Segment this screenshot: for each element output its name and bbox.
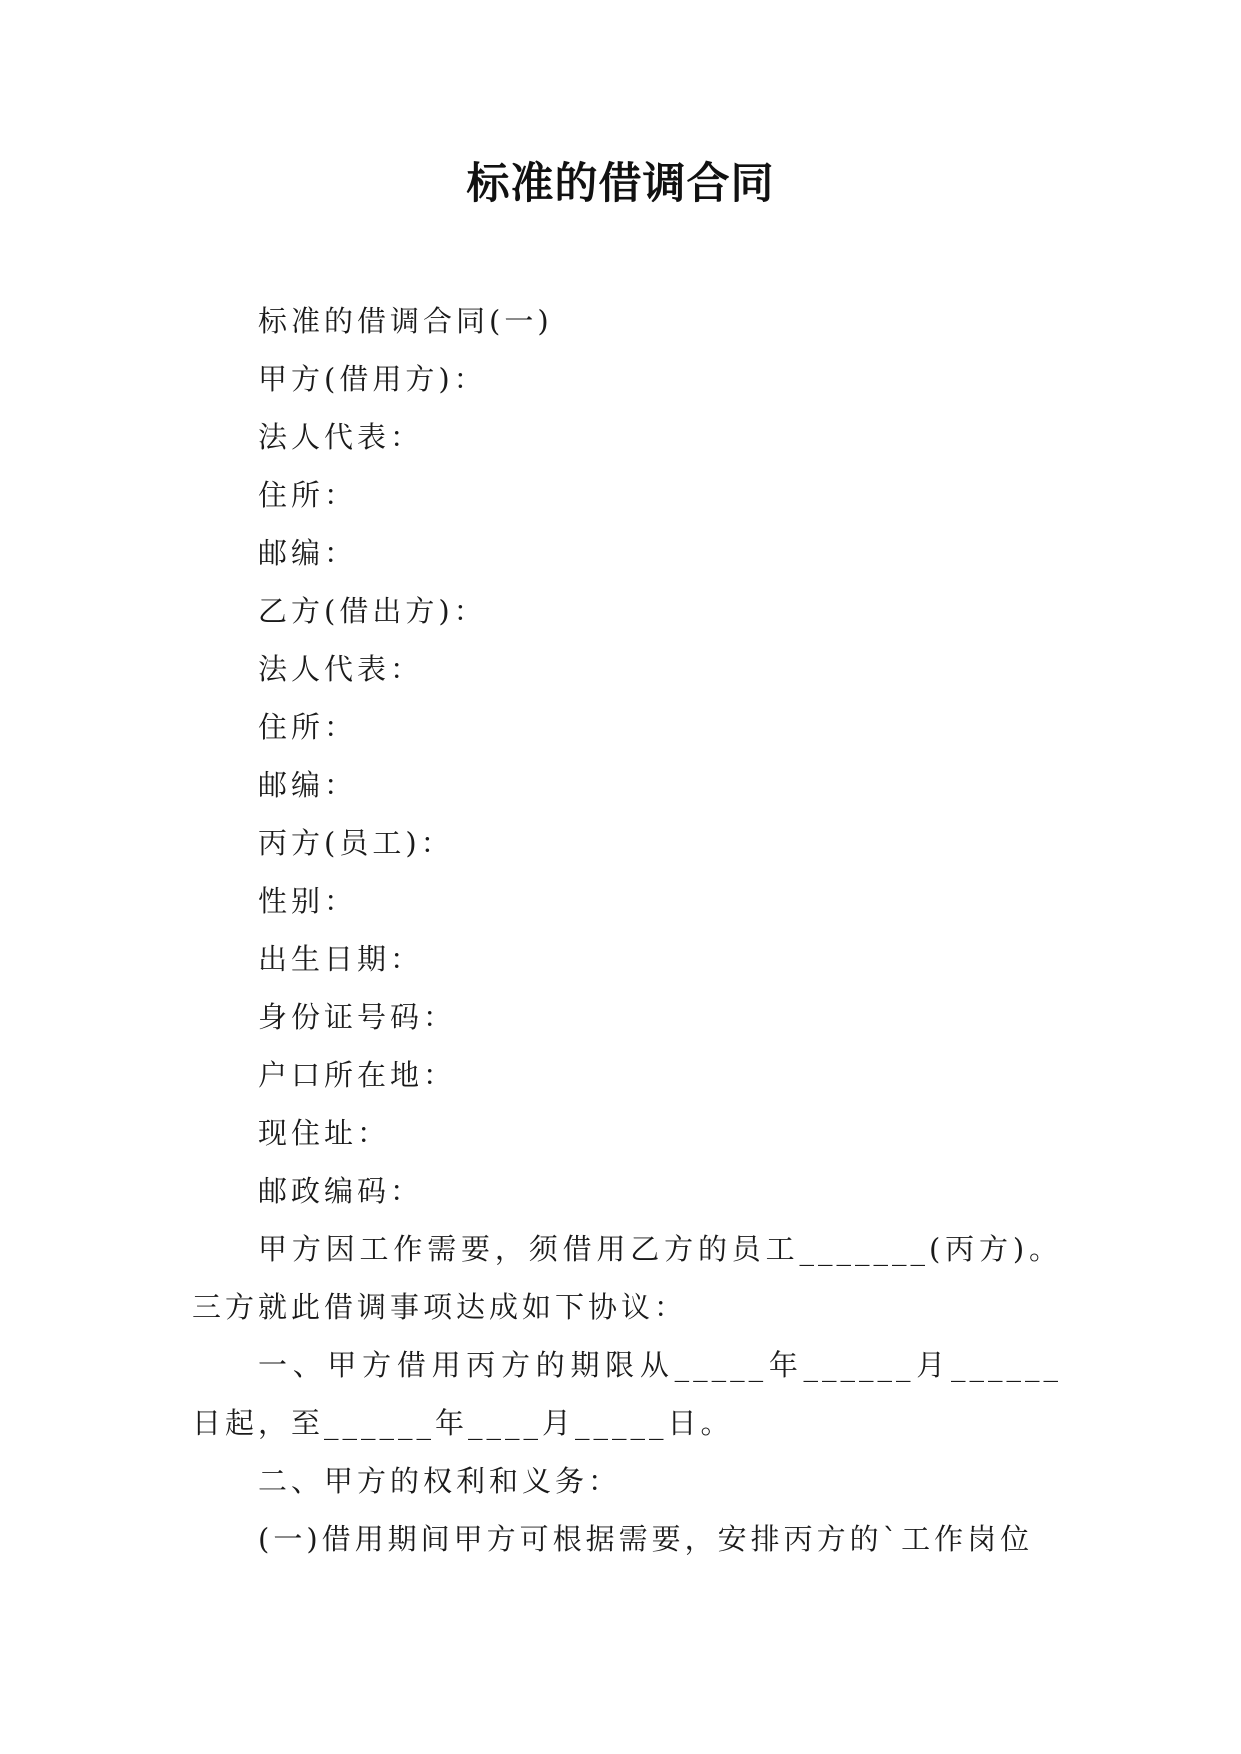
party-a-postcode: 邮编： (258, 536, 358, 570)
party-c-birth-date: 出生日期： (258, 942, 424, 976)
party-c-gender: 性别： (258, 884, 358, 918)
party-c-hukou: 户口所在地： (258, 1058, 457, 1092)
party-b-legal-rep: 法人代表： (258, 652, 424, 686)
party-c-id-number: 身份证号码： (258, 1000, 457, 1034)
intro-paragraph: 甲方因工作需要，须借用乙方的员工_______(丙方)。三方就此借调事项达成如下协议： (192, 1232, 1062, 1324)
party-c-label: 丙方(员工)： (258, 826, 454, 860)
party-b-address: 住所： (258, 710, 358, 744)
contract-heading: 标准的借调合同(一) (258, 304, 553, 338)
party-a-legal-rep: 法人代表： (258, 420, 424, 454)
clause-two-one: (一)借用期间甲方可根据需要，安排丙方的`工作岗位 (258, 1522, 1034, 1556)
party-c-current-address: 现住址： (258, 1116, 391, 1150)
document-title: 标准的借调合同 (466, 159, 775, 209)
term-paragraph: 一、甲方借用丙方的期限从_____年______月______日起，至______年____月_____日。 (192, 1348, 1062, 1440)
party-b-postcode: 邮编： (258, 768, 358, 802)
document-body (192, 292, 1062, 1568)
party-b-label: 乙方(借出方)： (258, 594, 487, 628)
party-a-address: 住所： (258, 478, 358, 512)
party-c-postal-code: 邮政编码： (258, 1174, 424, 1208)
section-two-heading: 二、甲方的权利和义务： (258, 1464, 622, 1498)
party-a-label: 甲方(借用方)： (258, 362, 487, 396)
